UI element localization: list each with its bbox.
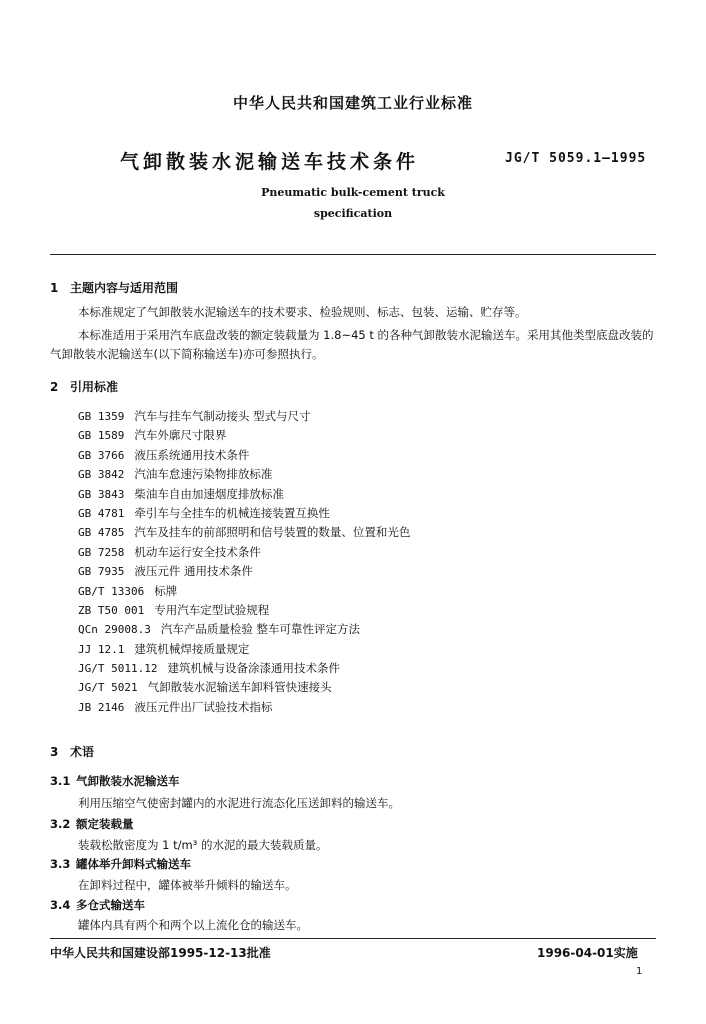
section-number: 3	[50, 745, 59, 759]
section-title: 引用标准	[70, 380, 119, 394]
term-name: 罐体举升卸料式输送车	[76, 857, 191, 871]
reference-title: 专用汽车定型试验规程	[154, 602, 270, 617]
reference-code: JG/T 5011.12	[78, 662, 158, 676]
reference-code: GB 4785	[78, 526, 125, 540]
reference-code: GB 1359	[78, 410, 125, 423]
reference-title: 气卸散装水泥输送车卸料管快速接头	[147, 680, 332, 695]
reference-code: GB 3843	[78, 487, 125, 501]
section-1-paragraph-2: 本标准适用于采用汽车底盘改装的额定装载量为 1.8~45 t 的各种气卸散装水泥输送车。采用其他类型底盘改装的气卸散装水泥输送车(以下简称输送车)亦可参照执行。	[50, 328, 654, 361]
reference-item	[78, 659, 638, 678]
approval-line: 中华人民共和国建设部1995-12-13批准	[50, 946, 271, 960]
reference-item	[78, 640, 638, 659]
reference-item	[78, 485, 638, 504]
term-number: 3.1	[50, 774, 71, 788]
reference-item	[78, 562, 638, 581]
reference-title: 液压系统通用技术条件	[134, 447, 250, 462]
reference-code: JG/T 5021	[78, 681, 138, 695]
implementation-date: 1996-04-01实施	[537, 946, 638, 960]
term-name: 额定装载量	[76, 817, 134, 831]
document-title: 气卸散装水泥输送车技术条件	[120, 151, 420, 173]
term-3-4-definition: 罐体内具有两个和两个以上流化仓的输送车。	[78, 918, 308, 932]
page-number: 1	[636, 966, 643, 977]
reference-code: GB 3842	[78, 468, 125, 482]
section-title: 术语	[70, 745, 95, 759]
reference-item	[78, 620, 638, 639]
term-name: 气卸散装水泥输送车	[76, 774, 180, 788]
english-title-line2: specification	[313, 207, 393, 220]
reference-code: QCn 29008.3	[78, 623, 151, 637]
reference-title: 汽车产品质量检验 整车可靠性评定方法	[160, 622, 361, 637]
section-number: 1	[50, 281, 59, 295]
reference-item	[78, 465, 638, 484]
reference-item	[78, 426, 638, 445]
section-1-heading	[50, 279, 178, 296]
reference-title: 标牌	[154, 583, 178, 598]
reference-item	[78, 446, 638, 465]
reference-item	[78, 543, 638, 562]
standard-code: JG/T 5059.1—1995	[505, 151, 647, 166]
reference-code: GB 1589	[78, 429, 125, 443]
reference-title: 机动车运行安全技术条件	[134, 544, 261, 559]
term-number: 3.3	[50, 857, 71, 871]
term-3-4	[50, 897, 145, 913]
term-3-2	[50, 816, 134, 832]
section-title: 主题内容与适用范围	[70, 281, 179, 295]
header-divider	[50, 254, 656, 255]
reference-code: GB 7935	[78, 565, 125, 579]
term-3-3	[50, 856, 191, 872]
reference-title: 建筑机械焊接质量规定	[134, 641, 250, 656]
term-name: 多仓式输送车	[76, 898, 145, 912]
reference-title: 建筑机械与设备涂漆通用技术条件	[167, 661, 340, 676]
section-1-paragraph-1: 本标准规定了气卸散装水泥输送车的技术要求、检验规则、标志、包装、运输、贮存等。	[78, 305, 527, 319]
reference-code: GB 3766	[78, 448, 125, 462]
reference-item	[78, 523, 638, 542]
term-3-3-definition: 在卸料过程中，罐体被举升倾料的输送车。	[78, 878, 297, 892]
reference-title: 柴油车自由加速烟度排放标准	[134, 486, 284, 501]
reference-item	[78, 504, 638, 523]
reference-item	[78, 698, 638, 717]
reference-item	[78, 407, 638, 426]
reference-title: 汽车外廓尺寸限界	[134, 428, 227, 443]
term-number: 3.2	[50, 817, 71, 831]
reference-title: 汽车与挂车气制动接头 型式与尺寸	[134, 409, 311, 423]
reference-item	[78, 582, 638, 601]
section-3-heading	[50, 743, 94, 760]
reference-code: JB 2146	[78, 700, 125, 714]
issuing-organization: 中华人民共和国建筑工业行业标准	[232, 94, 473, 112]
term-3-1-definition: 利用压缩空气使密封罐内的水泥进行流态化压送卸料的输送车。	[78, 796, 400, 810]
english-title-line1: Pneumatic bulk-cement truck	[261, 186, 445, 199]
section-2-heading	[50, 378, 118, 395]
section-number: 2	[50, 380, 59, 394]
reference-item	[78, 678, 638, 697]
reference-title: 汽车及挂车的前部照明和信号装置的数量、位置和光色	[134, 525, 411, 540]
term-number: 3.4	[50, 898, 71, 912]
reference-code: JJ 12.1	[78, 642, 125, 656]
reference-title: 液压元件出厂试验技术指标	[134, 699, 273, 714]
reference-title: 汽油车怠速污染物排放标准	[134, 467, 273, 482]
reference-code: GB 4781	[78, 506, 125, 520]
referenced-standards-list	[78, 407, 638, 717]
reference-code: ZB T50 001	[78, 603, 145, 617]
footer-divider	[50, 938, 656, 939]
term-3-2-definition: 装载松散密度为 1 t/m³ 的水泥的最大装载质量。	[78, 838, 328, 852]
reference-code: GB/T 13306	[78, 584, 145, 598]
reference-item	[78, 601, 638, 620]
reference-title: 牵引车与全挂车的机械连接装置互换性	[134, 505, 330, 520]
term-3-1	[50, 773, 180, 789]
reference-title: 液压元件 通用技术条件	[134, 564, 254, 579]
reference-code: GB 7258	[78, 545, 125, 559]
